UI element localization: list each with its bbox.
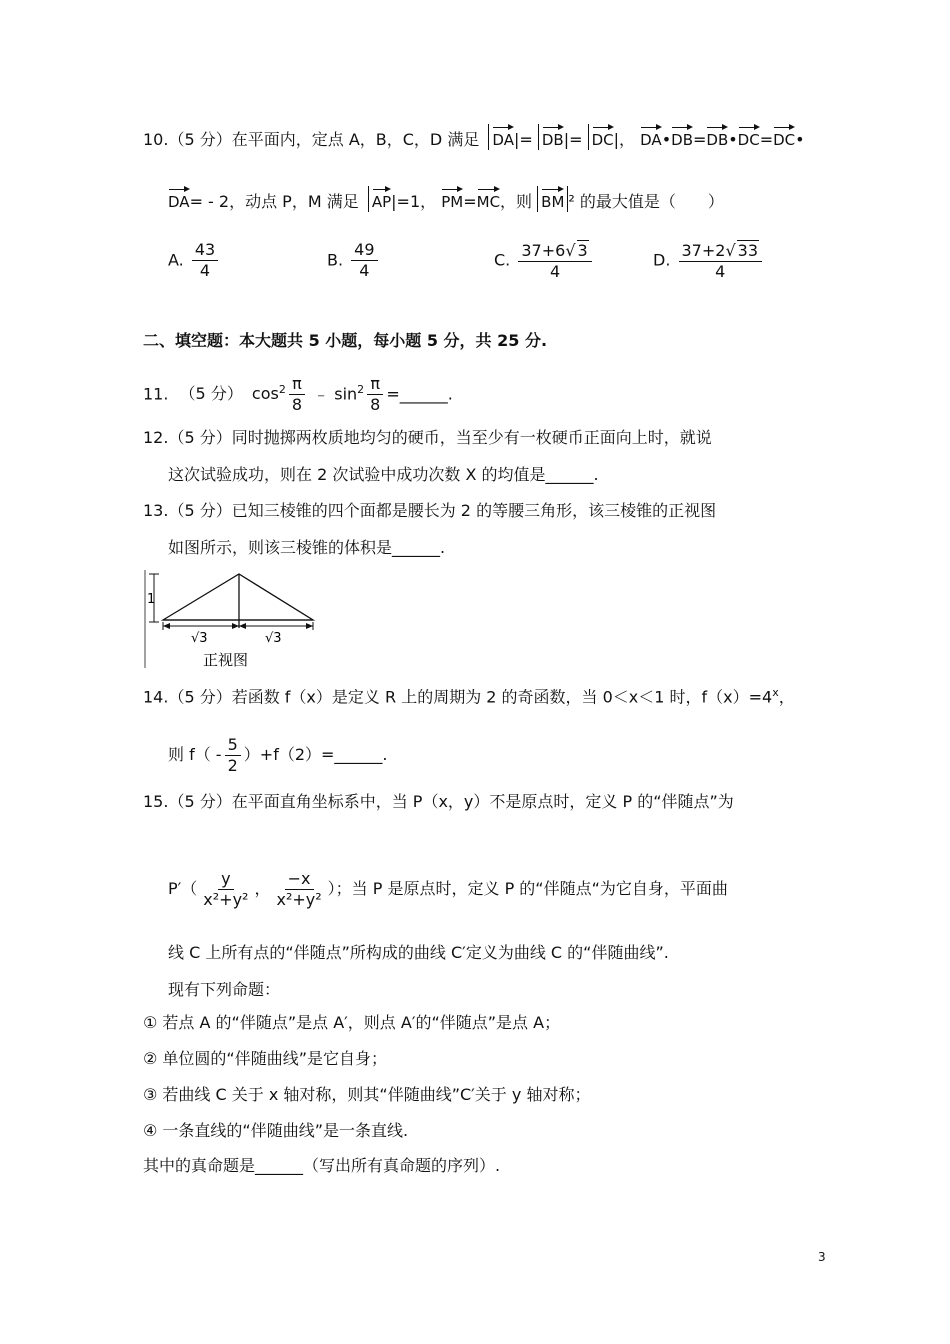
option-b-num: 49: [351, 240, 377, 261]
option-b[interactable]: [327, 238, 381, 283]
q11-line: [143, 368, 453, 416]
left-width-label: √3: [191, 631, 208, 646]
q11-score: （5 分）: [179, 384, 243, 404]
option-d-label: D.: [653, 250, 671, 270]
figure-caption: 正视图: [203, 651, 249, 669]
q11-tail: =______.: [386, 384, 453, 404]
q11-cos: cos: [251, 384, 279, 404]
option-a-label: A.: [168, 250, 184, 270]
front-view-figure: [143, 570, 323, 670]
q14-frac-num: 5: [225, 735, 241, 756]
vector-da: DA: [492, 124, 514, 150]
arrow-left-2: [239, 623, 246, 629]
option-b-fraction: [351, 240, 377, 281]
q13-line2: 如图所示，则该三棱锥的体积是______.: [168, 538, 446, 557]
q11-frac1-den: 8: [291, 395, 303, 415]
abs-db-open: [538, 124, 564, 150]
section-heading: 二、填空题：本大题共 5 小题，每小题 5 分，共 25 分.: [143, 331, 548, 350]
abs-bm: [537, 186, 568, 212]
option-d-num-a: 37+2: [681, 240, 726, 260]
q11-frac2-num: π: [367, 374, 383, 395]
q15-prop-3: ③ 若曲线 C 关于 x 轴对称，则其“伴随曲线”C′关于 y 轴对称；: [143, 1085, 591, 1104]
option-b-den: 4: [359, 261, 370, 280]
option-c-label: C.: [494, 250, 511, 270]
q12-line1: 12.（5 分）同时抛掷两枚质地均匀的硬币，当至少有一枚硬币正面向上时，就说: [143, 428, 712, 447]
q15-final: 其中的真命题是______（写出所有真命题的序列）.: [143, 1156, 501, 1175]
q15-p-prime: P′（: [168, 879, 198, 898]
q10-line1: [143, 124, 805, 150]
eq-b: =: [759, 130, 774, 149]
abs-dc-open: [588, 124, 614, 150]
q15-line1: 15.（5 分）在平面直角坐标系中，当 P（x，y）不是原点时，定义 P 的“伴随点”为: [143, 792, 734, 811]
q15-prop-2: ② 单位圆的“伴随曲线”是它自身；: [143, 1049, 388, 1068]
option-c-num-a: 37+6: [521, 240, 566, 260]
q12-line2: 这次试验成功，则在 2 次试验中成功次数 X 的均值是______.: [168, 465, 599, 484]
option-a-fraction: [192, 240, 218, 281]
vector-db-3: DB: [706, 124, 728, 150]
q11-number: 11.: [143, 384, 169, 404]
abs-da-open: [488, 124, 514, 150]
q15-frac-1: [200, 869, 251, 910]
option-d[interactable]: [653, 238, 765, 283]
q14-line2: [168, 733, 388, 777]
q10-cont2: |=1，: [391, 192, 437, 211]
option-c-den: 4: [549, 261, 561, 281]
abs-ap-open: [368, 186, 391, 212]
option-b-label: B.: [327, 250, 344, 270]
q14-line1: [143, 683, 795, 707]
q14-line2-a: 则 f（ -: [168, 745, 222, 764]
q14-line2-b: ）+f（2）=______.: [243, 745, 388, 764]
page-number: 3: [818, 1250, 826, 1264]
q15-sep: ，: [254, 879, 271, 898]
q14-line1-text: 14.（5 分）若函数 f（x）是定义 R 上的周期为 2 的奇函数，当 0＜x＜1 时，f（x）=4: [143, 687, 773, 707]
option-d-num: 37+2√ 33: [679, 240, 763, 262]
vector-db: DB: [542, 124, 564, 150]
q11-frac-1: [289, 374, 305, 415]
q11-cos-sup: 2: [278, 383, 286, 396]
arrow-right-2: [306, 623, 313, 629]
option-d-fraction: [679, 240, 763, 282]
q10-line2: [168, 186, 724, 212]
vector-da-4: DA: [168, 186, 190, 212]
q11-frac-2: [367, 374, 383, 415]
option-c-radicand: 3: [577, 240, 588, 260]
q11-frac1-num: π: [289, 374, 305, 395]
q15-frac1-num: y: [218, 869, 233, 890]
option-c-num: 37+6√ 3: [518, 240, 591, 262]
q15-line4: 现有下列命题：: [168, 980, 281, 999]
option-c-fraction: [518, 240, 591, 282]
vector-ap: AP: [372, 186, 391, 212]
option-d-den: 4: [715, 261, 726, 281]
q15-line2: [168, 865, 728, 913]
q11-minus: ﹣: [313, 384, 330, 404]
vector-dc-3: DC: [773, 124, 795, 150]
vector-dc: DC: [592, 124, 614, 150]
dot-2: •: [728, 130, 738, 149]
option-a-num: 43: [192, 240, 218, 261]
q10-score: （5 分）: [168, 130, 232, 149]
option-a-den: 4: [199, 261, 211, 280]
q10-eq3: |，: [613, 130, 636, 149]
height-label: 1: [147, 592, 156, 607]
q15-line2-tail: ）；当 P 是原点时，定义 P 的“伴随点“为它自身，平面曲: [327, 879, 728, 898]
option-d-radicand: 33: [737, 240, 759, 260]
vector-pm: PM: [441, 186, 463, 212]
q10-number: 10.: [143, 130, 169, 149]
dot-3: •: [795, 130, 805, 149]
right-width-label: √3: [265, 631, 282, 646]
vector-db-2: DB: [671, 124, 693, 150]
q13-line1: 13.（5 分）已知三棱锥的四个面都是腰长为 2 的等腰三角形，该三棱锥的正视图: [143, 501, 717, 520]
arrow-right-1: [232, 623, 239, 629]
q15-frac1-den: x²+y²: [203, 890, 249, 909]
q15-frac2-num: −x: [285, 869, 314, 890]
front-view-diagram: [143, 570, 323, 670]
q14-fraction: [225, 735, 241, 776]
eq-c: =: [463, 192, 477, 211]
q10-cont4: ² 的最大值是（ ）: [568, 192, 724, 211]
q10-text: 在平面内，定点 A，B，C，D 满足: [231, 130, 480, 149]
q11-sin-sup: 2: [357, 383, 365, 396]
q15-prop-4: ④ 一条直线的“伴随曲线”是一条直线.: [143, 1121, 409, 1140]
q10-eq2: |=: [563, 130, 583, 149]
vector-da-2: DA: [640, 124, 662, 150]
q15-frac2-den: x²+y²: [276, 890, 322, 909]
triangle-outline: [163, 574, 313, 620]
q11-sin: sin: [334, 384, 358, 404]
q15-frac-2: [273, 869, 324, 910]
q14-comma: ，: [778, 687, 795, 707]
q14-frac-den: 2: [227, 756, 238, 775]
option-c[interactable]: [494, 238, 595, 283]
q14-sup-x: x: [772, 686, 779, 699]
q10-cont1: = - 2，动点 P，M 满足: [189, 192, 359, 211]
eq-a: =: [692, 130, 707, 149]
q10-eq1: |=: [513, 130, 533, 149]
q15-prop-1: ① 若点 A 的“伴随点”是点 A′，则点 A′的“伴随点”是点 A；: [143, 1013, 561, 1032]
q15-line3: 线 C 上所有点的“伴随点”所构成的曲线 C′定义为曲线 C 的“伴随曲线”.: [168, 943, 669, 962]
q10-cont3: ，则: [500, 192, 533, 211]
vector-bm: BM: [541, 186, 564, 212]
option-a[interactable]: [168, 238, 221, 283]
arrow-left-1: [163, 623, 170, 629]
q11-frac2-den: 8: [370, 395, 381, 415]
vector-mc: MC: [477, 186, 500, 212]
dot-1: •: [661, 130, 672, 149]
vector-dc-2: DC: [738, 124, 760, 150]
